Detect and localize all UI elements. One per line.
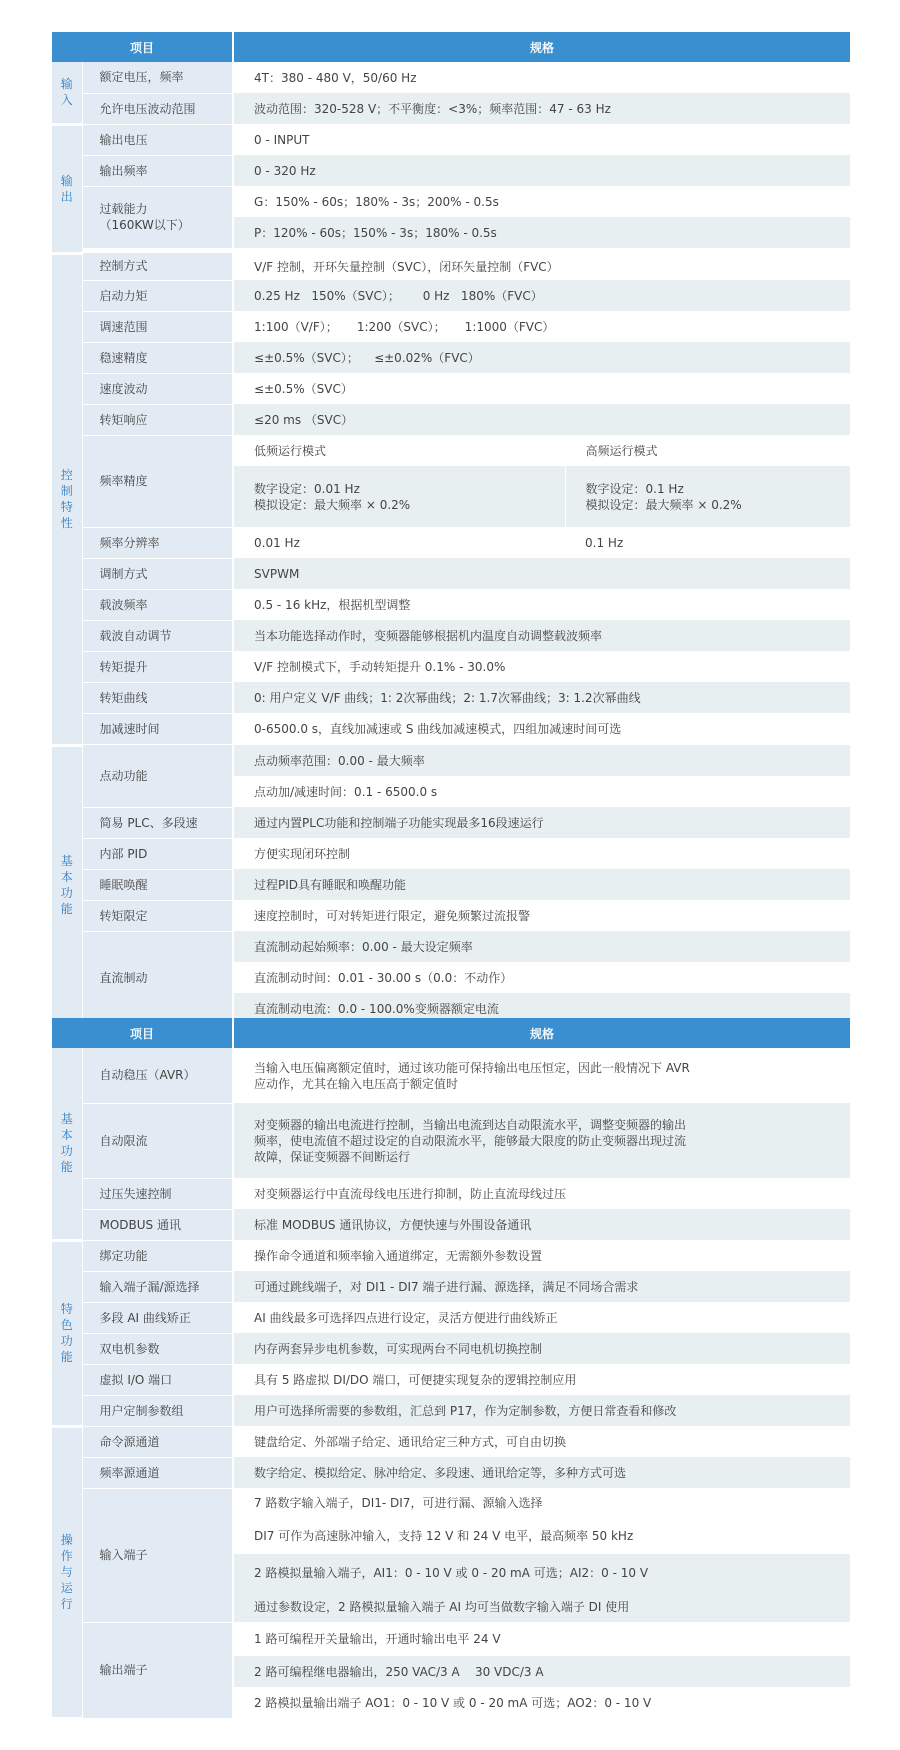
row-value: G：150% - 60s；180% - 3s；200% - 0.5s: [233, 186, 850, 217]
table-row: [52, 1333, 850, 1364]
table-row: [52, 311, 850, 342]
row-label: 输出频率: [82, 155, 233, 186]
table-row: [52, 838, 850, 869]
row-label: 允许电压波动范围: [82, 93, 233, 124]
row-label: 命令源通道: [82, 1426, 233, 1457]
row-label: 转矩曲线: [82, 682, 233, 713]
row-label: 频率精度: [82, 435, 233, 527]
row-value: 可通过跳线端子，对 DI1 - DI7 端子进行漏、源选择，满足不同场合需求: [233, 1271, 850, 1302]
row-label: 输出端子: [82, 1622, 233, 1718]
row-value: DI7 可作为高速脉冲输入，支持 12 V 和 24 V 电平，最高频率 50 kHz: [233, 1518, 850, 1554]
row-value: 4T：380 - 480 V，50/60 Hz: [233, 62, 850, 93]
table-row: [52, 713, 850, 744]
row-label: 自动稳压（AVR）: [82, 1048, 233, 1103]
spec-table-1: [52, 32, 850, 1026]
header-item: 项目: [52, 1018, 233, 1048]
table-row: [52, 1488, 850, 1518]
row-value: 过程PID具有睡眠和唤醒功能: [233, 869, 850, 900]
header-spec: 规格: [233, 32, 850, 62]
group-basic: 基本功能: [52, 745, 82, 1024]
table-row: [52, 1240, 850, 1271]
row-value: ≤±0.5%（SVC）； ≤±0.02%（FVC）: [233, 342, 850, 373]
row-value: P：120% - 60s；150% - 3s；180% - 0.5s: [233, 217, 850, 248]
group-special: 特色功能: [52, 1240, 82, 1426]
row-label: 多段 AI 曲线矫正: [82, 1302, 233, 1333]
row-label: 载波频率: [82, 589, 233, 620]
table-row: [52, 253, 850, 280]
row-value: AI 曲线最多可选择四点进行设定，灵活方便进行曲线矫正: [233, 1302, 850, 1333]
table-row: [52, 1103, 850, 1178]
row-label: 加减速时间: [82, 713, 233, 744]
row-value: 数字给定、模拟给定、脉冲给定、多段速、通讯给定等，多种方式可选: [233, 1457, 850, 1488]
row-value: 直流制动电流：0.0 - 100.0%变频器额定电流: [233, 993, 850, 1024]
table-row: [52, 527, 850, 558]
row-label: 频率分辨率: [82, 527, 233, 558]
row-value: 0.25 Hz 150%（SVC）； 0 Hz 180%（FVC）: [233, 280, 850, 311]
table-row: [52, 869, 850, 900]
row-label: 内部 PID: [82, 838, 233, 869]
row-label: 转矩响应: [82, 404, 233, 435]
table-row: [52, 1395, 850, 1426]
table-row: [52, 807, 850, 838]
row-value: 2 路可编程继电器输出，250 VAC/3 A 30 VDC/3 A: [233, 1656, 850, 1687]
row-label: 输入端子: [82, 1488, 233, 1622]
row-value: 直流制动时间：0.01 - 30.00 s（0.0：不动作）: [233, 962, 850, 993]
header-item: 项目: [52, 32, 233, 62]
row-value: 速度控制时，可对转矩进行限定，避免频繁过流报警: [233, 900, 850, 931]
table-row: [52, 404, 850, 435]
row-value: 2 路模拟量输出端子 AO1：0 - 10 V 或 0 - 20 mA 可选；AO2：0 - 10 V: [233, 1687, 850, 1718]
low-mode-title: 低频运行模式: [233, 435, 565, 466]
row-value: 当本功能选择动作时，变频器能够根据机内温度自动调整载波频率: [233, 620, 850, 651]
table-row: [52, 1622, 850, 1656]
row-value: 波动范围：320-528 V；不平衡度：<3%；频率范围：47 - 63 Hz: [233, 93, 850, 124]
spec-table-2: [52, 1018, 850, 1720]
row-value: 点动频率范围：0.00 - 最大频率: [233, 745, 850, 776]
row-label: 载波自动调节: [82, 620, 233, 651]
table-row: [52, 1364, 850, 1395]
row-value: 具有 5 路虚拟 DI/DO 端口，可便捷实现复杂的逻辑控制应用: [233, 1364, 850, 1395]
row-label: 调制方式: [82, 558, 233, 589]
row-value: 对变频器运行中直流母线电压进行抑制，防止直流母线过压: [233, 1178, 850, 1209]
table-row: [52, 745, 850, 776]
row-value: 用户可选择所需要的参数组，汇总到 P17，作为定制参数，方便日常查看和修改: [233, 1395, 850, 1426]
table-row: [52, 1209, 850, 1240]
row-value: 0 - 320 Hz: [233, 155, 850, 186]
row-value: 2 路模拟量输入端子，AI1：0 - 10 V 或 0 - 20 mA 可选；AI2：0 - 10 V: [233, 1554, 850, 1592]
group-output: 输出: [52, 124, 82, 253]
table-row: [52, 558, 850, 589]
high-mode-title: 高频运行模式: [565, 435, 850, 466]
row-value: 0-6500.0 s，直线加减速或 S 曲线加减速模式，四组加减速时间可选: [233, 713, 850, 744]
group-basic: 基本功能: [52, 1048, 82, 1240]
row-label: 过载能力 （160KW以下）: [82, 186, 233, 248]
table-row: [52, 1426, 850, 1457]
row-value: ≤±0.5%（SVC）: [233, 373, 850, 404]
table-row: [52, 280, 850, 311]
table-row: [52, 1271, 850, 1302]
row-value: 直流制动起始频率：0.00 - 最大设定频率: [233, 931, 850, 962]
row-value: V/F 控制，开环矢量控制（SVC），闭环矢量控制（FVC）: [233, 253, 850, 280]
table-header: [52, 1018, 850, 1048]
table-row: [52, 93, 850, 124]
table-row: [52, 931, 850, 962]
row-label: 转矩提升: [82, 651, 233, 682]
row-value: 对变频器的输出电流进行控制，当输出电流到达自动限流水平，调整变频器的输出 频率，使电流值不超过设定的自动限流水平，能够最大限度的防止变频器出现过流 故障，保证变频器不间断运行: [233, 1103, 850, 1178]
table-row: [52, 373, 850, 404]
row-label: 控制方式: [82, 253, 233, 280]
low-mode-value: 数字设定：0.01 Hz 模拟设定：最大频率 × 0.2%: [233, 466, 565, 527]
table-row: [52, 186, 850, 217]
high-mode-value: 数字设定：0.1 Hz 模拟设定：最大频率 × 0.2%: [565, 466, 850, 527]
table-row: [52, 1178, 850, 1209]
row-label: 转矩限定: [82, 900, 233, 931]
row-value: 当输入电压偏离额定值时，通过该功能可保持输出电压恒定，因此一般情况下 AVR 应动作，尤其在输入电压高于额定值时: [233, 1048, 850, 1103]
row-value: 通过内置PLC功能和控制端子功能实现最多16段速运行: [233, 807, 850, 838]
header-spec: 规格: [233, 1018, 850, 1048]
row-label: 用户定制参数组: [82, 1395, 233, 1426]
table-row: [52, 342, 850, 373]
row-label: 虚拟 I/O 端口: [82, 1364, 233, 1395]
row-value: 点动加/减速时间：0.1 - 6500.0 s: [233, 776, 850, 807]
table-header: [52, 32, 850, 62]
table-row: [52, 1048, 850, 1103]
row-value: 操作命令通道和频率输入通道绑定，无需额外参数设置: [233, 1240, 850, 1271]
high-value: 0.1 Hz: [565, 527, 850, 558]
row-value: 标准 MODBUS 通讯协议，方便快速与外围设备通讯: [233, 1209, 850, 1240]
row-label: 双电机参数: [82, 1333, 233, 1364]
row-label: 调速范围: [82, 311, 233, 342]
row-value: 1 路可编程开关量输出，开通时输出电平 24 V: [233, 1622, 850, 1656]
row-label: 直流制动: [82, 931, 233, 1024]
row-value: 通过参数设定，2 路模拟量输入端子 AI 均可当做数字输入端子 DI 使用: [233, 1592, 850, 1622]
table-row: [52, 62, 850, 93]
row-value: SVPWM: [233, 558, 850, 589]
row-value: 内存两套异步电机参数，可实现两台不同电机切换控制: [233, 1333, 850, 1364]
row-label: 启动力矩: [82, 280, 233, 311]
row-label: 输入端子漏/源选择: [82, 1271, 233, 1302]
row-value: V/F 控制模式下，手动转矩提升 0.1% - 30.0%: [233, 651, 850, 682]
row-value: 方便实现闭环控制: [233, 838, 850, 869]
row-label: 额定电压，频率: [82, 62, 233, 93]
row-value: 0 - INPUT: [233, 124, 850, 155]
row-label: 睡眠唤醒: [82, 869, 233, 900]
row-value: 7 路数字输入端子，DI1- DI7，可进行漏、源输入选择: [233, 1488, 850, 1518]
low-value: 0.01 Hz: [233, 527, 565, 558]
row-value: 键盘给定、外部端子给定、通讯给定三种方式，可自由切换: [233, 1426, 850, 1457]
table-row: [52, 620, 850, 651]
row-label: 过压失速控制: [82, 1178, 233, 1209]
row-label: 输出电压: [82, 124, 233, 155]
row-label: 稳速精度: [82, 342, 233, 373]
table-row: [52, 155, 850, 186]
row-label: 频率源通道: [82, 1457, 233, 1488]
table-row: [52, 900, 850, 931]
table-row: [52, 124, 850, 155]
row-label: MODBUS 通讯: [82, 1209, 233, 1240]
row-value: 0.5 - 16 kHz，根据机型调整: [233, 589, 850, 620]
row-value: 0: 用户定义 V/F 曲线；1: 2次幂曲线；2: 1.7次幂曲线；3: 1.2次幂曲线: [233, 682, 850, 713]
table-row: [52, 651, 850, 682]
row-label: 自动限流: [82, 1103, 233, 1178]
group-control: 控制特性: [52, 253, 82, 745]
group-input: 输入: [52, 62, 82, 124]
row-value: ≤20 ms （SVC）: [233, 404, 850, 435]
table-row: [52, 589, 850, 620]
row-label: 绑定功能: [82, 1240, 233, 1271]
group-operation: 操作与运行: [52, 1426, 82, 1718]
row-value: 1:100（V/F）； 1:200（SVC）； 1:1000（FVC）: [233, 311, 850, 342]
row-label: 速度波动: [82, 373, 233, 404]
row-label: 简易 PLC、多段速: [82, 807, 233, 838]
row-label: 点动功能: [82, 745, 233, 807]
table-row: [52, 1457, 850, 1488]
table-row: [52, 1302, 850, 1333]
table-row: [52, 435, 850, 466]
table-row: [52, 682, 850, 713]
